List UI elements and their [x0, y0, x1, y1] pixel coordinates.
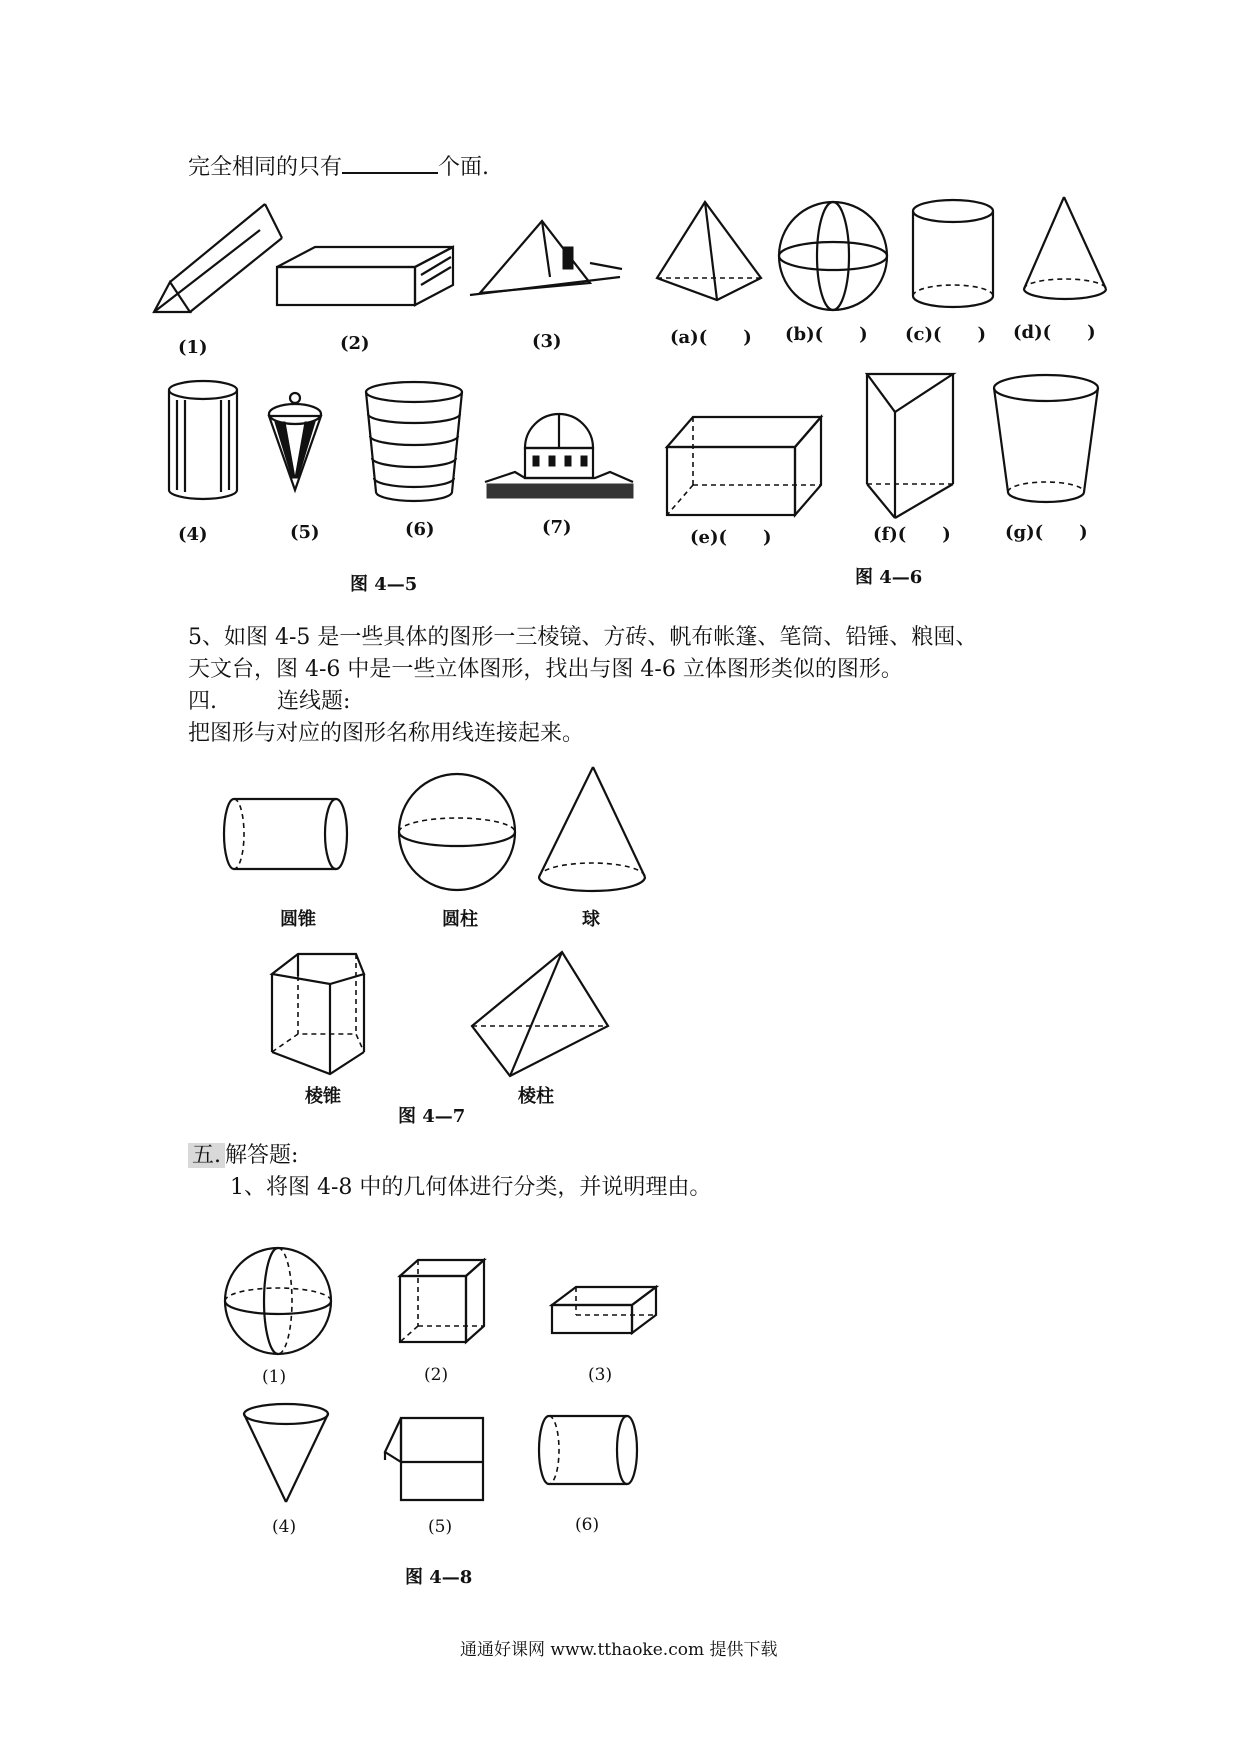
fig48-cube-image	[398, 1258, 488, 1348]
fig47-pentagonal-prism-image	[268, 950, 368, 1080]
fig48-label-2: (2)	[424, 1365, 449, 1385]
section4-instruction: 把图形与对应的图形名称用线连接起来。	[188, 721, 585, 746]
fig48-flat-box-image	[550, 1285, 660, 1337]
fig47-sphere-image	[395, 770, 520, 895]
fig46-label-a: (a)( )	[670, 327, 752, 348]
intro-text-after: 个面.	[438, 155, 490, 180]
fig48-caption: 图 4—8	[405, 1567, 473, 1588]
fig46-frustum-image	[990, 372, 1105, 512]
fig47-cone-image	[535, 765, 650, 895]
intro-text-before: 完全相同的只有	[188, 155, 343, 180]
section5-question1: 1、将图 4-8 中的几何体进行分类，并说明理由。	[230, 1175, 712, 1200]
fig45-label-3: (3)	[532, 331, 562, 352]
fig46-sphere-image	[775, 200, 895, 315]
fig45-pen-holder-image	[165, 378, 245, 503]
fig46-label-b: (b)( )	[785, 324, 868, 345]
question5-line1: 5、如图 4-5 是一些具体的图形一三棱镜、方砖、帆布帐篷、笔筒、铅锤、粮囤、	[188, 625, 978, 650]
fig45-label-2: (2)	[340, 333, 370, 354]
fig47-caption: 图 4—7	[398, 1106, 466, 1127]
fig47-name-pyramid[interactable]: 棱锥	[305, 1086, 341, 1107]
fig45-label-6: (6)	[405, 519, 435, 540]
fig48-label-3: (3)	[588, 1365, 613, 1385]
fig45-brick-image	[275, 245, 455, 315]
section4-title: 连线题:	[277, 689, 351, 714]
fig47-name-cylinder[interactable]: 圆柱	[442, 909, 478, 930]
fig47-name-sphere[interactable]: 球	[582, 909, 600, 930]
fig47-name-cone[interactable]: 圆锥	[280, 909, 316, 930]
fig46-label-f: (f)( )	[873, 524, 951, 545]
fig45-prism-image	[150, 200, 285, 315]
fig47-name-prism[interactable]: 棱柱	[518, 1086, 554, 1107]
fig45-plumb-bob-image	[265, 390, 325, 495]
footer: 通通好课网 www.tthaoke.com 提供下载	[460, 1640, 778, 1660]
fig45-granary-image	[362, 380, 467, 505]
fig48-cylinder-image	[537, 1412, 642, 1492]
section5-title: 解答题:	[225, 1143, 299, 1168]
fig47-cylinder-image	[222, 795, 352, 873]
section4-heading	[188, 686, 350, 718]
fig45-caption: 图 4—5	[350, 574, 418, 595]
fig45-observatory-image	[485, 400, 635, 505]
section4-number: 四.	[188, 689, 217, 714]
fig48-label-5: (5)	[428, 1517, 453, 1537]
fig48-sphere-image	[222, 1245, 337, 1360]
fig46-cone-image	[1020, 195, 1110, 305]
fig45-label-5: (5)	[290, 522, 320, 543]
fig48-inverted-cone-image	[240, 1402, 335, 1507]
section5-number: 五.	[188, 1143, 225, 1168]
fig47-tetrahedron-image	[470, 950, 620, 1080]
fig46-caption: 图 4—6	[855, 567, 923, 588]
fig46-label-d: (d)( )	[1013, 322, 1096, 343]
section5-heading	[188, 1140, 298, 1172]
fig46-cylinder-image	[910, 198, 998, 313]
fig45-label-4: (4)	[178, 524, 208, 545]
fig46-label-c: (c)( )	[905, 324, 987, 345]
fig45-label-1: (1)	[178, 337, 208, 358]
answer-blank[interactable]	[342, 150, 438, 174]
fig46-label-e: (e)( )	[690, 527, 772, 548]
fig46-triangular-prism-image	[865, 372, 965, 522]
fig48-label-4: (4)	[272, 1517, 297, 1537]
intro-line	[188, 150, 489, 184]
fig46-cuboid-image	[665, 415, 825, 520]
fig45-tent-image	[470, 215, 625, 300]
fig48-prism-image	[383, 1412, 488, 1507]
question5-line2: 天文台，图 4-6 中是一些立体图形，找出与图 4-6 立体图形类似的图形。	[188, 657, 903, 682]
fig46-pyramid-image	[655, 200, 765, 305]
fig48-label-1: (1)	[262, 1367, 287, 1387]
fig48-label-6: (6)	[575, 1515, 600, 1535]
fig45-label-7: (7)	[542, 517, 572, 538]
fig46-label-g: (g)( )	[1005, 522, 1088, 543]
